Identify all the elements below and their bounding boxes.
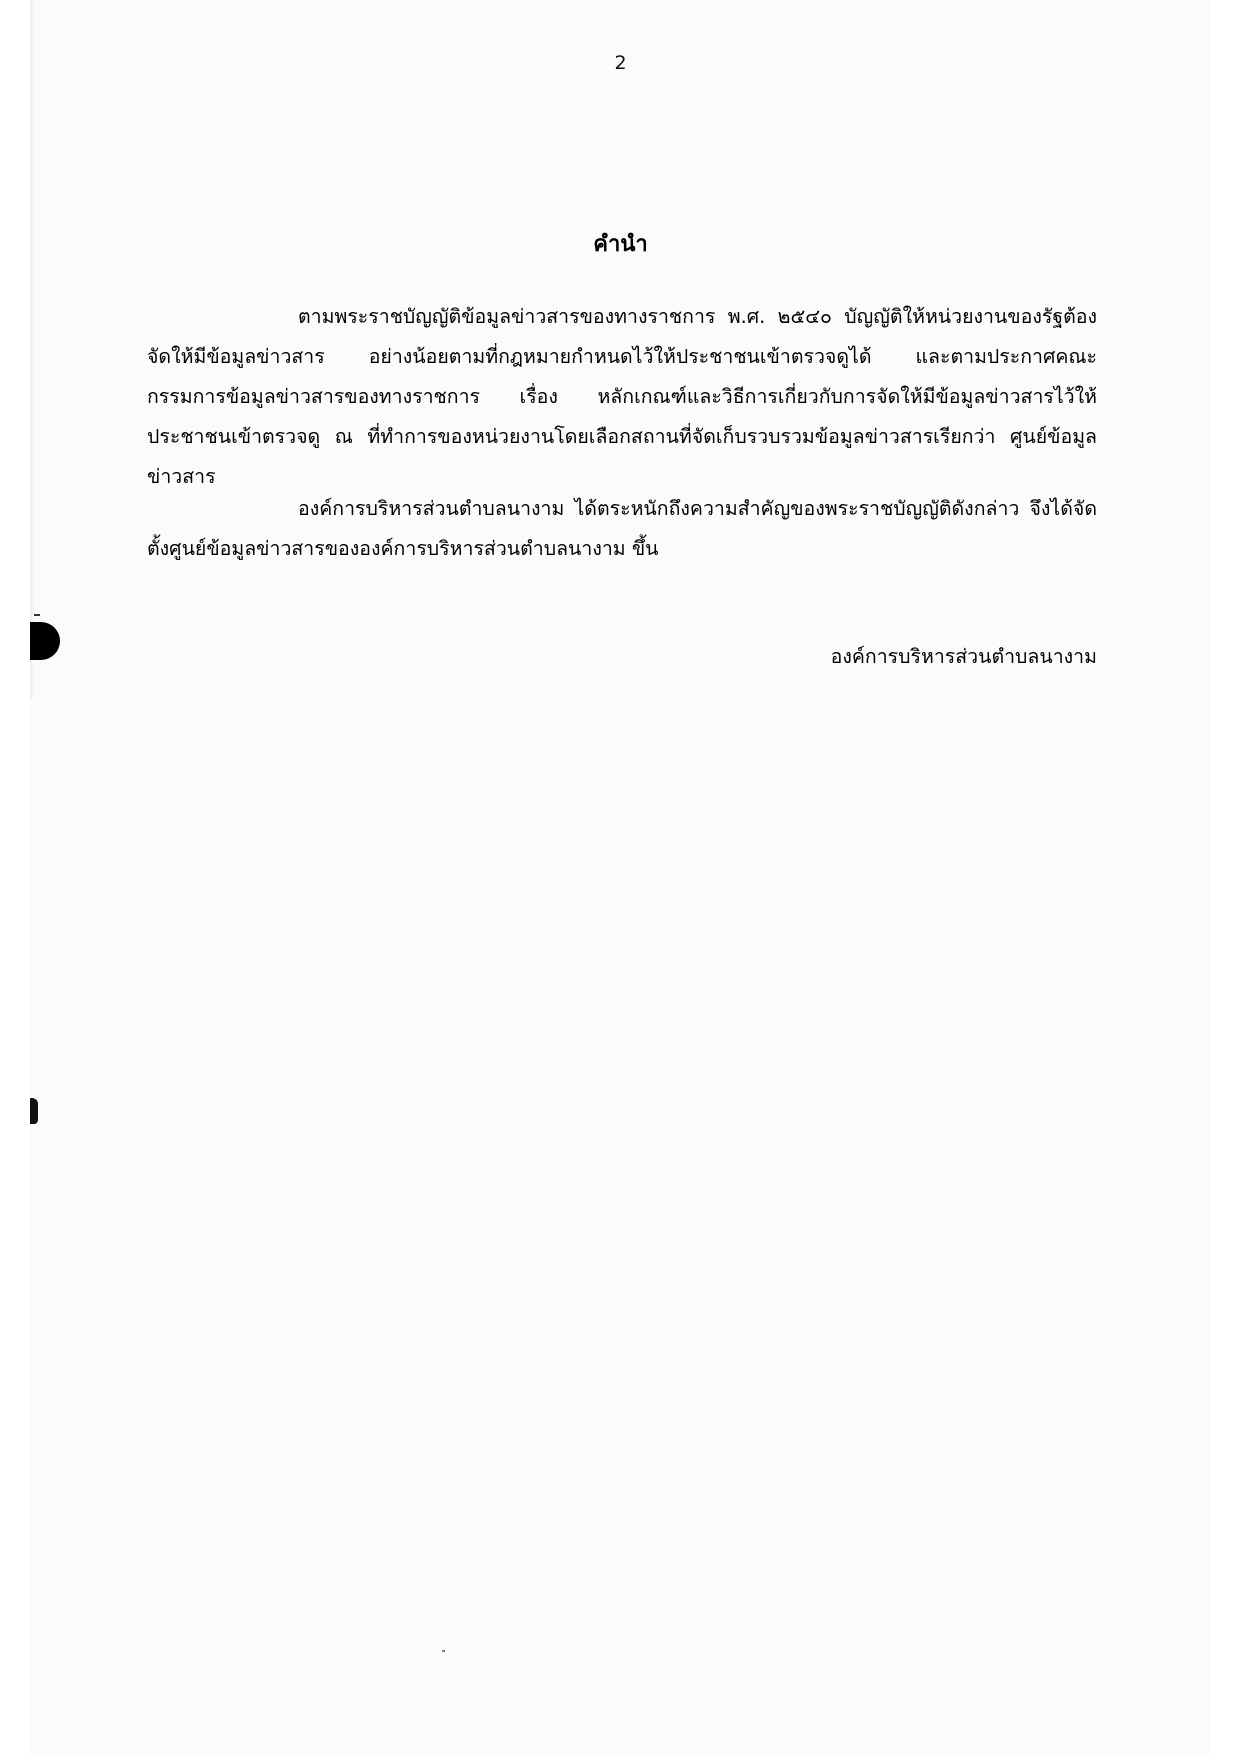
document-title: คำนำ xyxy=(593,232,648,257)
page-number: 2 xyxy=(614,52,627,74)
signature-organization: องค์การบริหารส่วนตำบลนางาม xyxy=(830,645,1097,668)
body-paragraph-1: ตามพระราชบัญญัติข้อมูลข่าวสารของทางราชการ พ.ศ. ๒๕๔๐ บัญญัติให้หน่วยงานของรัฐต้องจัดให้มีข้อมูลข่าวสาร อย่างน้อยตามที่กฎหมายกำหนดไว้ให้ประชาชนเข้าตรวจดูได้ และตามประกาศคณะกรรมการข้อมูลข่าวสารของทางราชการ เรื่อง หลักเกณฑ์และวิธีการเกี่ยวกับการจัดให้มีข้อมูลข่าวสารไว้ให้ประชาชนเข้าตรวจดู ณ ที่ทำการของหน่วยงานโดยเลือกสถานที่จัดเก็บรวบรวมข้อมูลข่าวสารเรียกว่า ศูนย์ข้อมูลข่าวสาร xyxy=(147,305,1097,488)
punch-hole-mark-lower xyxy=(30,1098,38,1124)
body-paragraph-2: องค์การบริหารส่วนตำบลนางาม ได้ตระหนักถึงความสำคัญของพระราชบัญญัติดังกล่าว จึงได้จัดตั้งศูนย์ข้อมูลข่าวสารขององค์การบริหารส่วนตำบลนางาม ขึ้น xyxy=(147,497,1097,560)
page-edge-shadow xyxy=(30,0,34,700)
document-page xyxy=(30,0,1210,1754)
scan-artifact-tick xyxy=(34,614,40,616)
scan-speck xyxy=(442,1650,445,1652)
